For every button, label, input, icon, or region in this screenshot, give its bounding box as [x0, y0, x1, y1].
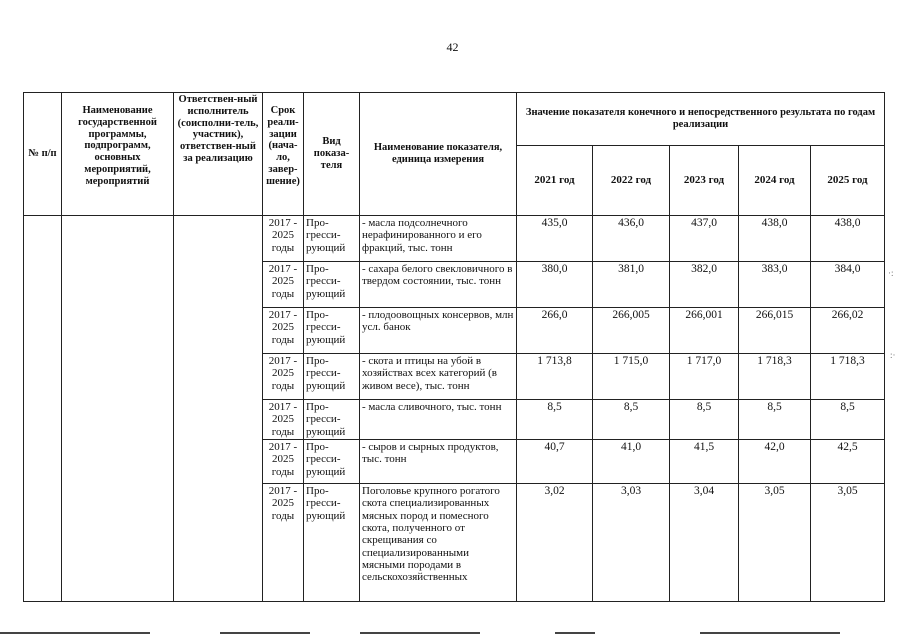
- cell-value: 8,5: [517, 400, 593, 440]
- bottom-scan-edge: [555, 632, 595, 634]
- header-indicator: Наименование показателя, единица измерения: [360, 93, 517, 216]
- header-year: 2022 год: [593, 146, 670, 216]
- cell-type: Про-гресси-рующий: [304, 216, 360, 262]
- cell-type: Про-гресси-рующий: [304, 484, 360, 602]
- cell-type: Про-гресси-рующий: [304, 400, 360, 440]
- header-responsible: Ответствен-ный исполнитель (соисполни-тель, участник), ответствен-ный за реализацию: [174, 93, 263, 216]
- cell-value: 437,0: [670, 216, 739, 262]
- header-program: Наименование государственной программы, подпрограмм, основных мероприятий, мероприятий: [62, 93, 174, 216]
- cell-value: 8,5: [670, 400, 739, 440]
- cell-value: 3,05: [739, 484, 811, 602]
- cell-value: 266,001: [670, 308, 739, 354]
- cell-value: 438,0: [811, 216, 885, 262]
- cell-value: 3,03: [593, 484, 670, 602]
- header-year: 2025 год: [811, 146, 885, 216]
- bottom-scan-edge: [220, 632, 310, 634]
- cell-value: 1 713,8: [517, 354, 593, 400]
- cell-term: 2017 - 2025 годы: [263, 440, 304, 484]
- cell-indicator: - сахара белого свекловичного в твердом состоянии, тыс. тонн: [360, 262, 517, 308]
- cell-program-empty: [62, 216, 174, 602]
- cell-value: 266,0: [517, 308, 593, 354]
- cell-value: 1 717,0: [670, 354, 739, 400]
- cell-responsible-empty: [174, 216, 263, 602]
- page-number: 42: [446, 40, 459, 54]
- cell-term: 2017 - 2025 годы: [263, 354, 304, 400]
- cell-value: 42,0: [739, 440, 811, 484]
- cell-type: Про-гресси-рующий: [304, 262, 360, 308]
- cell-indicator: - масла подсолнечного нерафинированного и его фракций, тыс. тонн: [360, 216, 517, 262]
- cell-value: 384,0: [811, 262, 885, 308]
- cell-term: 2017 - 2025 годы: [263, 308, 304, 354]
- header-year: 2021 год: [517, 146, 593, 216]
- cell-value: 266,015: [739, 308, 811, 354]
- cell-value: 40,7: [517, 440, 593, 484]
- cell-value: 266,02: [811, 308, 885, 354]
- cell-indicator: - масла сливочного, тыс. тонн: [360, 400, 517, 440]
- header-term: Срок реали-зации (нача-ло, завер-шение): [263, 93, 304, 216]
- cell-value: 383,0: [739, 262, 811, 308]
- cell-indicator: - плодоовощных консервов, млн усл. банок: [360, 308, 517, 354]
- cell-type: Про-гресси-рующий: [304, 354, 360, 400]
- cell-value: 1 718,3: [811, 354, 885, 400]
- cell-term: 2017 - 2025 годы: [263, 400, 304, 440]
- header-num: № п/п: [24, 93, 62, 216]
- cell-value: 1 718,3: [739, 354, 811, 400]
- scan-speck: ·:: [888, 268, 894, 278]
- cell-value: 381,0: [593, 262, 670, 308]
- cell-value: 3,05: [811, 484, 885, 602]
- header-type: Вид показа-теля: [304, 93, 360, 216]
- cell-indicator: - сыров и сырных продуктов, тыс. тонн: [360, 440, 517, 484]
- cell-num-empty: [24, 216, 62, 602]
- indicators-table: [23, 92, 885, 602]
- bottom-scan-edge: [700, 632, 840, 634]
- bottom-scan-edge: [0, 632, 150, 634]
- header-values-group: Значение показателя конечного и непосредственного результата по годам реализации: [517, 93, 885, 146]
- cell-type: Про-гресси-рующий: [304, 440, 360, 484]
- cell-type: Про-гресси-рующий: [304, 308, 360, 354]
- cell-value: 3,02: [517, 484, 593, 602]
- table-row: [24, 216, 885, 262]
- cell-value: 8,5: [593, 400, 670, 440]
- cell-value: 41,0: [593, 440, 670, 484]
- cell-term: 2017 - 2025 годы: [263, 262, 304, 308]
- cell-term: 2017 - 2025 годы: [263, 484, 304, 602]
- cell-value: 380,0: [517, 262, 593, 308]
- header-year: 2023 год: [670, 146, 739, 216]
- cell-value: 382,0: [670, 262, 739, 308]
- cell-value: 42,5: [811, 440, 885, 484]
- header-year: 2024 год: [739, 146, 811, 216]
- bottom-scan-edge: [360, 632, 480, 634]
- cell-term: 2017 - 2025 годы: [263, 216, 304, 262]
- cell-value: 435,0: [517, 216, 593, 262]
- cell-value: 436,0: [593, 216, 670, 262]
- cell-value: 41,5: [670, 440, 739, 484]
- cell-indicator: Поголовье крупного рогатого скота специализированных мясных пород и помесного скота, полученного от скрещивания со специализированными мясными породами в сельскохозяйственных: [360, 484, 517, 602]
- cell-value: 266,005: [593, 308, 670, 354]
- cell-value: 8,5: [739, 400, 811, 440]
- scan-speck: :·: [890, 350, 896, 360]
- cell-indicator: - скота и птицы на убой в хозяйствах всех категорий (в живом весе), тыс. тонн: [360, 354, 517, 400]
- cell-value: 438,0: [739, 216, 811, 262]
- cell-value: 1 715,0: [593, 354, 670, 400]
- cell-value: 8,5: [811, 400, 885, 440]
- cell-value: 3,04: [670, 484, 739, 602]
